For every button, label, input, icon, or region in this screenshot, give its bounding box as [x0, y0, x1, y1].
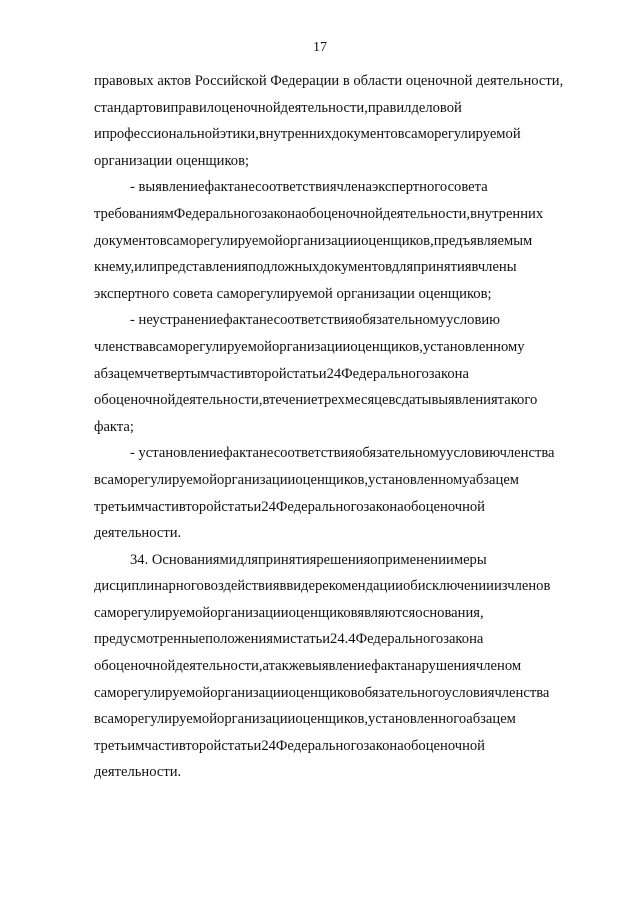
- word: документов: [331, 126, 405, 143]
- word: членства: [494, 684, 550, 701]
- word: в: [94, 471, 101, 488]
- word: факта: [223, 312, 259, 329]
- text-line: [94, 95, 596, 122]
- word: членов: [507, 578, 551, 595]
- word: принятия: [413, 259, 472, 276]
- word: трех: [317, 392, 345, 409]
- word: об: [403, 498, 419, 515]
- word: Федерального: [341, 365, 429, 382]
- word: оценочной: [108, 658, 176, 675]
- text-line: [94, 121, 596, 148]
- word: оценщиков: [288, 604, 358, 621]
- text-line: [94, 600, 596, 627]
- text-line: факта;: [94, 418, 134, 435]
- text-line: [94, 626, 596, 653]
- word: оценщиков: [288, 684, 358, 701]
- word: деловой: [411, 99, 462, 116]
- word: саморегулируемой: [94, 684, 211, 701]
- text-line: [94, 201, 596, 228]
- paragraph-bullet-establishment: [94, 440, 596, 546]
- word: решения: [316, 551, 371, 568]
- word: предусмотренные: [94, 631, 206, 648]
- word: обязательному: [355, 445, 447, 462]
- word: представления: [157, 259, 249, 276]
- word: оценщиков,: [295, 711, 369, 728]
- word: применении: [377, 551, 454, 568]
- text-line: [94, 228, 596, 255]
- word: факта: [371, 658, 408, 675]
- word: основания,: [415, 604, 484, 621]
- word: условию: [446, 312, 501, 329]
- word: части: [144, 737, 179, 754]
- word: оценочной: [316, 205, 383, 222]
- word: члены: [477, 259, 517, 276]
- word: организации: [217, 711, 296, 728]
- word: саморегулируемой: [155, 338, 272, 355]
- text-line: [94, 361, 596, 388]
- word: члена: [336, 179, 372, 196]
- text-line: [94, 467, 596, 494]
- word: этики,: [219, 126, 259, 143]
- word: саморегулируемой: [404, 126, 521, 143]
- word: об: [301, 205, 317, 222]
- text-line: [94, 733, 596, 760]
- word: правил: [170, 99, 215, 116]
- word: четвертым: [143, 365, 210, 382]
- word: - выявление: [130, 179, 205, 196]
- word: - установление: [130, 445, 224, 462]
- word: членства: [94, 338, 149, 355]
- word: для: [236, 551, 258, 568]
- text-line: [94, 440, 596, 467]
- word: положениями: [205, 631, 291, 648]
- word: закона: [261, 205, 302, 222]
- word: Федерального: [275, 498, 364, 515]
- word: Федерального: [275, 737, 364, 754]
- word: оценщиков,: [361, 232, 434, 249]
- word: внутренних: [258, 126, 332, 143]
- word: профессиональной: [101, 126, 220, 143]
- word: также: [268, 658, 306, 675]
- word: Федерального: [173, 205, 262, 222]
- word: или: [134, 259, 158, 276]
- word: абзацем: [466, 711, 516, 728]
- word: несоответствия: [258, 312, 355, 329]
- text-line: экспертного совета саморегулируемой организации оценщиков;: [94, 285, 492, 302]
- text-line: деятельности.: [94, 764, 182, 781]
- word: а: [262, 658, 269, 675]
- page-number: 17: [313, 40, 327, 55]
- word: абзацем: [469, 471, 520, 488]
- text-line: [94, 706, 596, 733]
- word: организации: [217, 471, 296, 488]
- text-line: деятельности.: [94, 525, 182, 542]
- word: саморегулируемой: [100, 471, 218, 488]
- word: внутренних: [470, 205, 544, 222]
- word: обязательному: [355, 312, 447, 329]
- word: - неустранение: [130, 312, 224, 329]
- text-line: [94, 307, 596, 334]
- word: правил: [367, 99, 412, 116]
- word: даты: [401, 392, 432, 409]
- text-line: [94, 174, 596, 201]
- word: третьим: [94, 737, 145, 754]
- word: предъявляемым: [433, 232, 533, 249]
- word: закона: [443, 631, 484, 648]
- word: статьи: [286, 365, 327, 382]
- word: второй: [178, 737, 222, 754]
- text-line: [94, 494, 596, 521]
- word: принятия: [258, 551, 317, 568]
- word: воздействия: [203, 578, 280, 595]
- word: статьи: [221, 737, 262, 754]
- word: и: [94, 126, 102, 143]
- word: являются: [357, 604, 416, 621]
- word: оценщиков,: [295, 471, 369, 488]
- word: саморегулируемой: [166, 232, 283, 249]
- word: несоответствия: [240, 179, 337, 196]
- word: организации: [282, 232, 362, 249]
- word: оценщиков,: [350, 338, 423, 355]
- word: совета: [447, 179, 488, 196]
- word: течение: [269, 392, 318, 409]
- word: об: [403, 737, 419, 754]
- word: нему,: [101, 259, 135, 276]
- word: части: [209, 365, 245, 382]
- word: подложных: [248, 259, 320, 276]
- word: несоответствия: [259, 445, 356, 462]
- word: членства: [499, 445, 555, 462]
- word: закона: [363, 737, 404, 754]
- word: нарушения: [407, 658, 476, 675]
- word: деятельности,: [280, 99, 368, 116]
- word: установленному: [368, 471, 470, 488]
- word: меры: [453, 551, 487, 568]
- word: условию: [446, 445, 500, 462]
- text-line: организации оценщиков;: [94, 152, 250, 169]
- word: выявления: [431, 392, 498, 409]
- text-line: [94, 254, 596, 281]
- word: месяцев: [344, 392, 396, 409]
- word: для: [391, 259, 414, 276]
- text-line: правовых актов Российской Федерации в области оценочной деятельности,: [94, 73, 564, 89]
- word: в: [148, 338, 156, 355]
- word: о: [370, 551, 378, 568]
- word: членом: [475, 658, 522, 675]
- word: рекомендации: [314, 578, 403, 595]
- word: статьи: [290, 631, 331, 648]
- word: дисциплинарного: [94, 578, 204, 595]
- word: виде: [286, 578, 315, 595]
- paragraph-continuation: [94, 68, 596, 174]
- paragraph-item-34: [94, 547, 596, 786]
- word: об: [402, 578, 418, 595]
- word: оценочной: [418, 498, 485, 515]
- word: статьи: [221, 498, 262, 515]
- word: в: [94, 711, 101, 728]
- word: к: [94, 259, 102, 276]
- word: установленному: [422, 338, 525, 355]
- word: в: [279, 578, 287, 595]
- word: такого: [497, 392, 538, 409]
- paragraph-bullet-non-elimination: [94, 307, 596, 440]
- word: саморегулируемой: [100, 711, 218, 728]
- word: организации: [271, 338, 351, 355]
- word: выявление: [305, 658, 372, 675]
- word: саморегулируемой: [94, 604, 211, 621]
- word: 24.4: [330, 631, 356, 648]
- word: с: [395, 392, 402, 409]
- word: из: [493, 578, 508, 595]
- word: организации: [210, 604, 289, 621]
- word: оценочной: [418, 737, 485, 754]
- word: второй: [178, 498, 222, 515]
- word: части: [144, 498, 179, 515]
- word: третьим: [94, 498, 145, 515]
- word: организации: [210, 684, 289, 701]
- text-line: [94, 653, 596, 680]
- text-line: [94, 334, 596, 361]
- word: исключении: [417, 578, 494, 595]
- word: и: [162, 99, 171, 116]
- word: факта: [204, 179, 241, 196]
- word: закона: [428, 365, 469, 382]
- word: в: [262, 392, 270, 409]
- paragraph-bullet-detection: [94, 174, 596, 307]
- text-line: [94, 387, 596, 414]
- word: второй: [244, 365, 287, 382]
- text-line: [94, 680, 596, 707]
- word: экспертного: [371, 179, 448, 196]
- word: 24: [326, 365, 342, 382]
- word: деятельности,: [175, 392, 263, 409]
- word: оценочной: [214, 99, 281, 116]
- document-body: [94, 68, 596, 786]
- word: установленного: [368, 711, 467, 728]
- word: 24: [261, 498, 276, 515]
- word: деятельности,: [382, 205, 471, 222]
- word: в: [471, 259, 478, 276]
- word: оценочной: [108, 392, 176, 409]
- word: 34. Основаниями: [130, 551, 237, 568]
- word: факта: [223, 445, 260, 462]
- word: об: [94, 658, 109, 675]
- word: стандартов: [94, 99, 163, 116]
- word: требованиям: [94, 205, 174, 222]
- word: закона: [363, 498, 404, 515]
- word: деятельности,: [175, 658, 263, 675]
- word: документов: [94, 232, 167, 249]
- text-line: [94, 547, 596, 574]
- word: 24: [261, 737, 276, 754]
- text-line: [94, 573, 596, 600]
- word: документов: [319, 259, 392, 276]
- word: абзацем: [94, 365, 144, 382]
- word: об: [94, 392, 109, 409]
- word: Федерального: [355, 631, 444, 648]
- word: условия: [444, 684, 495, 701]
- word: обязательного: [357, 684, 445, 701]
